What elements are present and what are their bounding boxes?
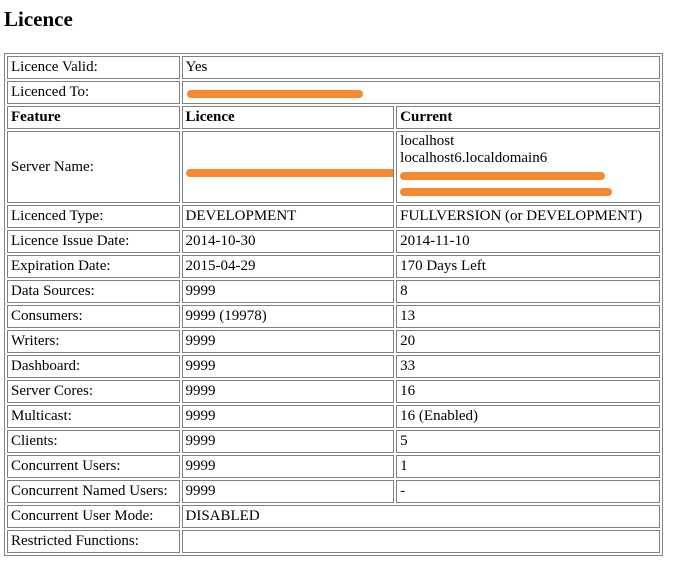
licence-value: 9999 [182, 330, 395, 353]
licence-value: 9999 [182, 430, 395, 453]
licenced-to-value [182, 81, 660, 104]
feature-label: Consumers: [7, 305, 180, 328]
feature-label: Concurrent Users: [7, 455, 180, 478]
licence-value: 9999 [182, 405, 395, 428]
restricted-functions-row [7, 530, 660, 553]
server-name-licence [182, 131, 395, 203]
licence-valid-row [7, 56, 660, 79]
current-value: 8 [396, 280, 660, 303]
header-row [7, 106, 660, 129]
licence-value: 9999 [182, 480, 395, 503]
current-value: 170 Days Left [396, 255, 660, 278]
licenced-to-row [7, 81, 660, 104]
feature-row [7, 380, 660, 403]
licence-value: 9999 (19978) [182, 305, 395, 328]
current-value: 20 [396, 330, 660, 353]
current-header: Current [396, 106, 660, 129]
feature-label: Multicast: [7, 405, 180, 428]
licence-header: Licence [182, 106, 395, 129]
redaction-mark [186, 169, 395, 177]
feature-row [7, 280, 660, 303]
licence-value: 9999 [182, 355, 395, 378]
feature-row [7, 430, 660, 453]
restricted-functions-label: Restricted Functions: [7, 530, 180, 553]
redaction-mark [400, 172, 605, 180]
feature-label: Server Cores: [7, 380, 180, 403]
user-mode-row [7, 505, 660, 528]
server-name-current-line: localhost6.localdomain6 [400, 150, 548, 166]
feature-label: Licenced Type: [7, 205, 180, 228]
feature-label: Concurrent Named Users: [7, 480, 180, 503]
feature-row [7, 305, 660, 328]
feature-label: Licence Issue Date: [7, 230, 180, 253]
current-value: 16 (Enabled) [396, 405, 660, 428]
licence-value: 9999 [182, 380, 395, 403]
user-mode-label: Concurrent User Mode: [7, 505, 180, 528]
page-title: Licence [4, 7, 73, 31]
licence-value: 2015-04-29 [182, 255, 395, 278]
feature-label: Dashboard: [7, 355, 180, 378]
redaction-mark [187, 90, 363, 98]
restricted-functions-value [182, 530, 660, 553]
feature-row [7, 205, 660, 228]
current-value: 5 [396, 430, 660, 453]
current-value: - [396, 480, 660, 503]
licence-value: DEVELOPMENT [182, 205, 395, 228]
server-name-current-line: localhost [400, 133, 455, 149]
licence-valid-value: Yes [182, 56, 660, 79]
current-value: 2014-11-10 [396, 230, 660, 253]
feature-row [7, 330, 660, 353]
current-value: 16 [396, 380, 660, 403]
server-name-current-line [400, 167, 656, 184]
feature-label: Clients: [7, 430, 180, 453]
feature-header: Feature [7, 106, 180, 129]
server-name-row [7, 131, 660, 203]
licence-valid-label: Licence Valid: [7, 56, 180, 79]
licence-value: 9999 [182, 280, 395, 303]
feature-label: Expiration Date: [7, 255, 180, 278]
current-value: 13 [396, 305, 660, 328]
licence-table [4, 53, 663, 556]
feature-row [7, 405, 660, 428]
server-name-label: Server Name: [7, 131, 180, 203]
redaction-mark [400, 188, 612, 196]
feature-row [7, 480, 660, 503]
user-mode-value: DISABLED [182, 505, 660, 528]
feature-label: Data Sources: [7, 280, 180, 303]
licence-value: 9999 [182, 455, 395, 478]
current-value: 33 [396, 355, 660, 378]
licenced-to-label: Licenced To: [7, 81, 180, 104]
feature-row [7, 455, 660, 478]
current-value: 1 [396, 455, 660, 478]
server-name-current [396, 131, 660, 203]
feature-label: Writers: [7, 330, 180, 353]
server-name-current-line [400, 184, 656, 201]
licence-value: 2014-10-30 [182, 230, 395, 253]
feature-row [7, 355, 660, 378]
feature-row [7, 255, 660, 278]
current-value: FULLVERSION (or DEVELOPMENT) [396, 205, 660, 228]
feature-row [7, 230, 660, 253]
